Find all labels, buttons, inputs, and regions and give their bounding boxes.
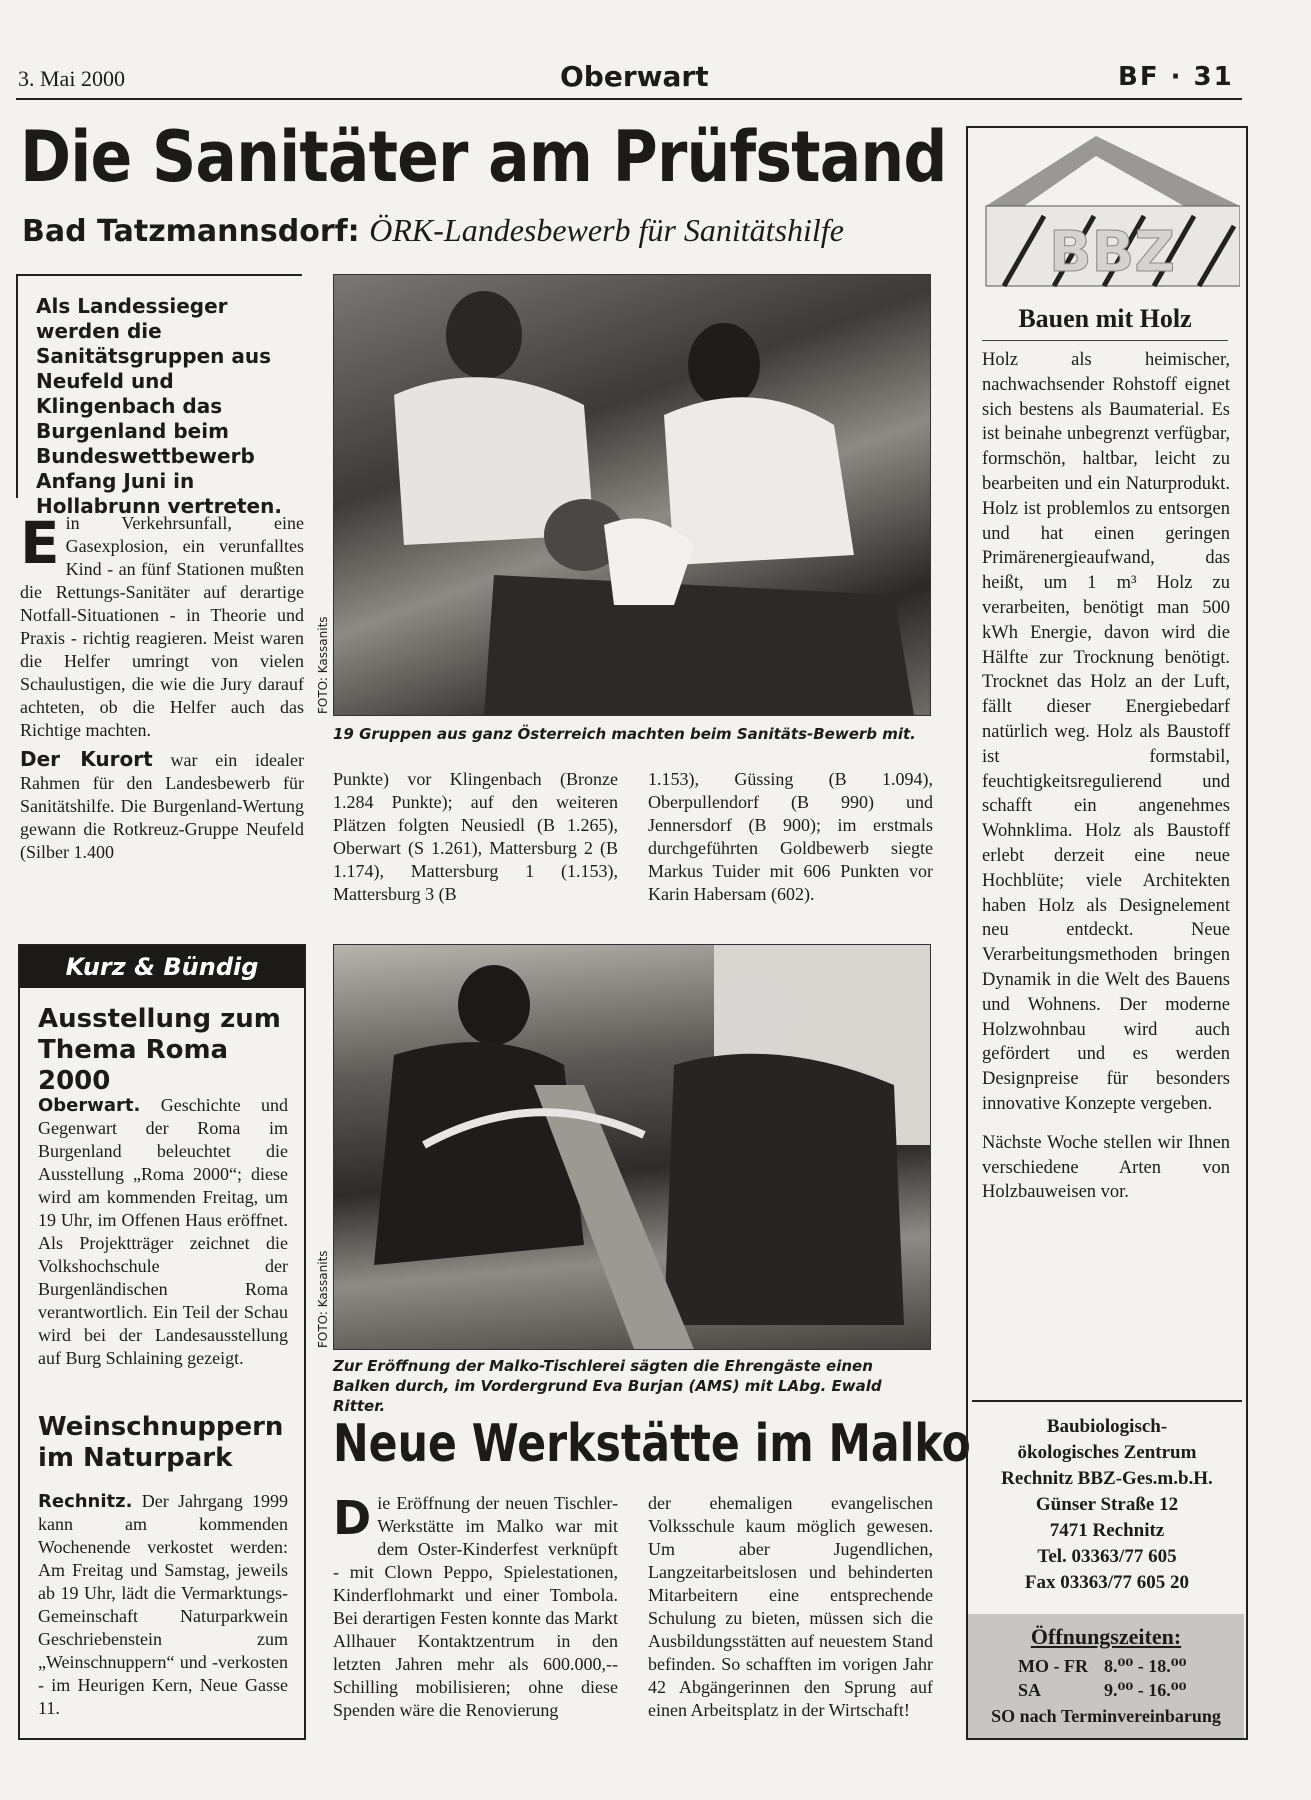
sidebar-paragraph-1: Holz als heimischer, nachwachsender Rohstoff eignet sich bestens als Baumaterial. Es ist beinahe unbegrenzt verfügbar, formschön, haltbar, leicht zu bearbeiten und ein Naturprodukt. Holz ist problemlos zu entsorgen und hat einen geringen Primärenergieaufwand, das heißt, um 1 m³ Holz zu verarbeiten, benötigt man 500 kWh Energie, davon wird die Hälfte zur Trocknung benötigt. Trocknet das Holz an der Luft, fällt dieser Energiebedarf natürlich weg. Holz als Baustoff ist formstabil, feuchtigkeitsregulierend und schafft ein angenehmes Wohnklima. Holz als Baustoff erlebt derzeit eine neue Hochblüte; viele Architekten haben Holz als Designelement neu entdeckt. Neue Verarbeitungsmethoden bringen Dynamik in die Welt des Bauens und Wohnens. Der moderne Holzwohnbau wird auch gefördert und es werden Designpreise für besonders innovative Konzepte vergeben.	[982, 350, 1230, 1114]
sidebar-paragraph-2: Nächste Woche stellen wir Ihnen verschiedene Arten von Holzbauweisen vor.	[982, 1132, 1230, 1203]
main-headline: Die Sanitäter am Prüfstand	[20, 116, 947, 198]
article-body-col2: Punkte) vor Klingenbach (Bronze 1.284 Punkte); auf den weiteren Plätzen folgten Neusiedl (B 1.265), Oberwart (S 1.261), Mattersburg 2 (B 1.174), Mattersburg 1 (1.153), Mattersburg 3 (B	[333, 769, 618, 904]
bbz-logo-graphic	[984, 136, 1240, 292]
logo-text: BBZ	[1049, 220, 1175, 285]
brief-2-body	[38, 1490, 288, 1720]
brief-2-place: Rechnitz.	[38, 1491, 133, 1512]
news-brief-heading: Kurz & Bündig	[20, 946, 304, 988]
hours-value: 8.⁰⁰ - 18.⁰⁰	[1104, 1656, 1187, 1676]
article2-body-col2: der ehemaligen evangelischen Volksschule kaum möglich gewesen. Um aber Jugendlichen, Langzeitarbeitslosen und behinderten Mitarbeitern eine entsprechende Schulung zu bieten, müssen sich die Ausbildungsstätten auf neuestem Stand befinden. So schafften im vorigen Jahr 42 Abgängerinnen den Sprung auf einen Arbeitsplatz in der Wirtschaft!	[648, 1493, 933, 1720]
photo-paramedics	[333, 274, 931, 716]
article-body-col3: 1.153), Güssing (B 1.094), Oberpullendorf (B 990) und Jennersdorf (B 900); im erstmals durchgeführten Goldbewerb siegte Markus Tuider mit 606 Punkten vor Karin Habersam (602).	[648, 769, 933, 904]
hours-label: MO - FR	[1018, 1656, 1088, 1676]
issue-date: 3. Mai 2000	[18, 66, 125, 91]
paragraph-lead-word: Der Kurort	[20, 747, 153, 771]
photo-sawing-illustration	[334, 945, 930, 1349]
address-line: Baubiologisch-	[1046, 1416, 1168, 1437]
photo-credit-2: FOTO: Kassanits	[316, 1250, 330, 1348]
address-line: Rechnitz BBZ-Ges.m.b.H.	[1001, 1468, 1213, 1489]
body-paragraph-1: in Verkehrsunfall, eine Gasexplosion, ein verunfalltes Kind - an fünf Stationen mußten die Rettungs-Sanitäter auf derartige Notfall-Situationen - in Theorie und Praxis - richtig reagieren. Meist waren die Helfer umringt von vielen Schaulustigen, die wie die Jury darauf achteten, ob die Helfer auch das Richtige machten.	[20, 513, 304, 740]
address-line: Günser Straße 12	[1035, 1494, 1179, 1515]
photo-credit: FOTO: Kassanits	[316, 616, 330, 714]
photo-paramedics-illustration	[334, 275, 930, 715]
fax: Fax 03363/77 605 20	[1024, 1572, 1190, 1593]
section-title: Oberwart	[560, 60, 709, 93]
bbz-logo	[984, 136, 1240, 292]
brief-1-text: Geschichte und Gegenwart der Roma im Burgenland beleuchtet die Ausstellung „Roma 2000“; diese wird am kommenden Freitag, um 19 Uhr, im Offenen Haus eröffnet. Als Projektträger zeichnet die Volkshochschule der Burgenländischen Roma verantwortlich. Ein Teil der Schau wird bei der Landesausstellung auf Burg Schlaining gezeigt.	[38, 1095, 288, 1368]
body-paragraph-2: war ein idealer Rahmen für den Landesbewerb für Sanitätshilfe. Die Burgenland-Wertung gewann die Rotkreuz-Gruppe Neufeld (Silber 1.400	[20, 750, 305, 862]
sidebar-title: Bauen mit Holz	[1018, 304, 1192, 333]
article2-body-col1	[333, 1492, 618, 1722]
brief-1-title: Ausstellung zum Thema Roma 2000	[38, 1004, 281, 1096]
article2-text-1: ie Eröffnung der neuen Tischler-Werkstätte im Malko war mit dem Oster-Kinderfest verknüpft - mit Clown Peppo, Spielestationen, Kinderflohmarkt und einer Tombola. Bei derartigen Festen konnte das Markt Allhauer Kontaktzentrum in den letzten Jahren mehr als 600.000,-- Schilling mobilisieren; ohne diese Spenden wäre die Renovierung	[333, 1493, 618, 1720]
brief-1-body	[38, 1094, 288, 1370]
hours-row-sunday: SO nach Terminvereinbarung	[991, 1706, 1221, 1726]
hours-value: 9.⁰⁰ - 16.⁰⁰	[1104, 1680, 1187, 1700]
header-rule	[16, 98, 1242, 100]
photo-caption-2: Zur Eröffnung der Malko-Tischlerei sägten die Ehrengäste einen Balken durch, im Vordergrund Eva Burjan (AMS) mit LAbg. Ewald Ritter.	[333, 1357, 882, 1415]
second-headline: Neue Werkstätte im Malko	[333, 1414, 971, 1474]
hours-label: SA	[1018, 1680, 1042, 1700]
photo-sawing	[333, 944, 931, 1350]
brief-1-place: Oberwart.	[38, 1095, 141, 1116]
sidebar-text	[982, 348, 1230, 1205]
opening-hours-title: Öffnungszeiten:	[1030, 1624, 1182, 1649]
address-block	[972, 1414, 1242, 1596]
brief-2-text: Der Jahrgang 1999 kann am kommenden Wochenende verkostet werden: Am Freitag und Samstag, jeweils ab 19 Uhr, lädt die Vermarktungs-Gemeinschaft Naturparkwein Geschriebenstein zum „Weinschnuppern“ und -verkosten - im Heurigen Kern, Neue Gasse 11.	[38, 1491, 288, 1718]
address-line: ökologisches Zentrum	[1017, 1442, 1197, 1463]
article-body-col1	[20, 509, 305, 864]
brief-2-title: Weinschnuppern im Naturpark	[38, 1412, 284, 1473]
address-rule	[972, 1400, 1242, 1402]
phone: Tel. 03363/77 605	[1037, 1546, 1177, 1567]
page-number: BF · 31	[1118, 62, 1234, 92]
subheadline-text: ÖRK-Landesbewerb für Sanitätshilfe	[369, 212, 844, 248]
address-line: 7471 Rechnitz	[1049, 1520, 1165, 1541]
subheadline	[22, 212, 844, 249]
photo-caption: 19 Gruppen aus ganz Österreich machten beim Sanitäts-Bewerb mit.	[333, 725, 916, 743]
subheadline-place: Bad Tatzmannsdorf:	[22, 214, 360, 249]
dropcap-2: D	[333, 1491, 372, 1545]
article-lead: Als Landessieger werden die Sanitätsgruppen aus Neufeld und Klingenbach das Burgenland beim Bundeswettbewerb Anfang Juni in Hollabrunn vertreten.	[36, 294, 282, 518]
dropcap: E	[20, 509, 60, 577]
sidebar-rule	[982, 340, 1228, 341]
